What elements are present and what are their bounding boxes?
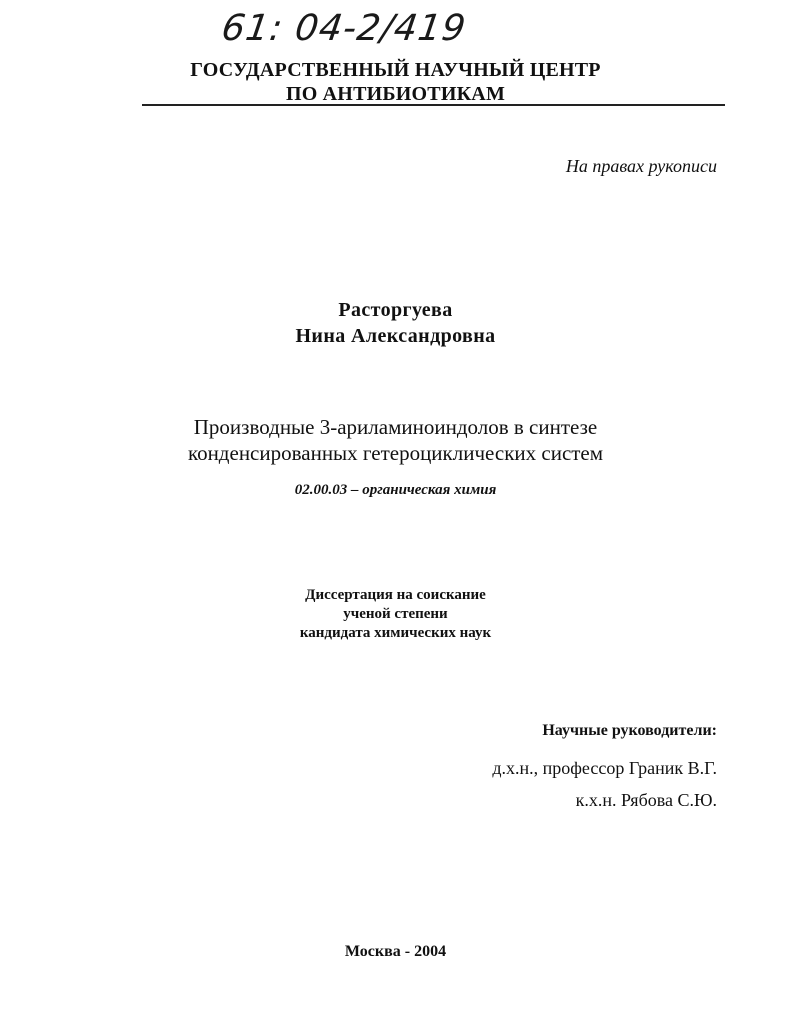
degree-line-1: Диссертация на соискание [305, 587, 486, 603]
manuscript-rights-note: На правах рукописи [565, 156, 717, 176]
organization-header [0, 58, 791, 106]
handwritten-archive-code: 61: 04-2/419 [219, 8, 469, 49]
title-line-1: Производные 3-ариламиноиндолов в синтезе [193, 415, 598, 439]
degree-line-2: ученой степени [343, 606, 448, 622]
organization-line-2: ПО АНТИБИОТИКАМ [285, 83, 506, 105]
dissertation-title [0, 414, 791, 466]
title-line-2: конденсированных гетероциклических систем [187, 441, 604, 465]
supervisor-2: к.х.н. Рябова С.Ю. [575, 790, 717, 810]
organization-line-1: ГОСУДАРСТВЕННЫЙ НАУЧНЫЙ ЦЕНТР [190, 59, 601, 81]
supervisor-1: д.х.н., профессор Граник В.Г. [492, 758, 717, 778]
degree-block [0, 586, 791, 643]
author-block [0, 297, 791, 349]
supervisors-heading: Научные руководители: [542, 722, 717, 739]
specialty-code: 02.00.03 – органическая химия [294, 482, 497, 498]
city-year-footer: Москва - 2004 [344, 943, 447, 960]
author-name: Нина Александровна [295, 325, 496, 347]
degree-line-3: кандидата химических наук [299, 625, 492, 641]
header-divider [142, 104, 725, 106]
author-surname: Расторгуева [338, 299, 453, 321]
